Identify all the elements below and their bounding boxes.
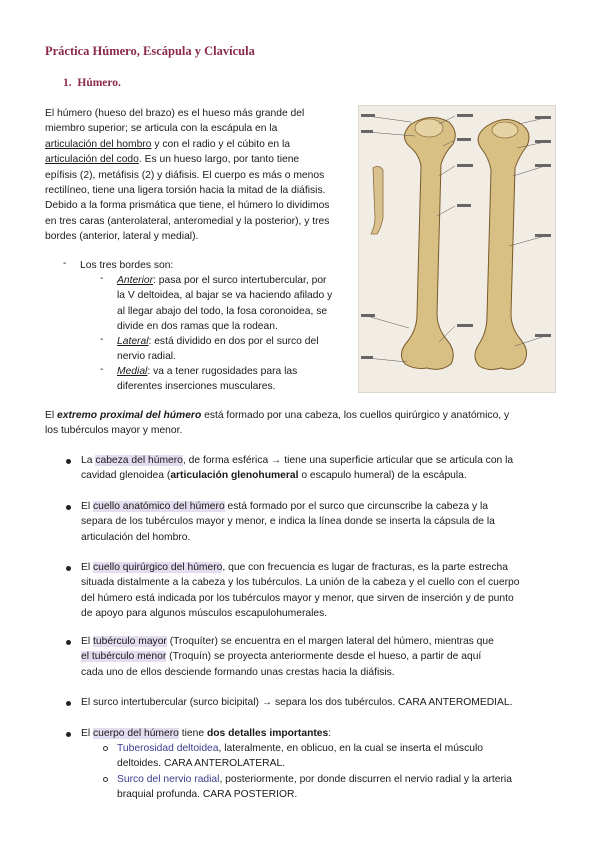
- intro-line: articulación del codo. Es un hueso largo, por tanto tiene: [45, 154, 300, 166]
- intro-line: rectilíneo, tiene una ligera torsión hacia la mitad de la diáfisis.: [45, 185, 326, 197]
- border-medial: Medial: va a tener rugosidades para las diferentes inserciones musculares.: [117, 366, 298, 393]
- highlight-cuello-quirurgico: cuello quirúrgico del húmero: [93, 562, 223, 573]
- bullet-cuello-anatomico: El cuello anatómico del húmero está formado por el surco que circunscribe la cabeza y la separa de los tubérculos mayor y menor, e indica la línea donde se inserta la cápsula de la articulación del hombro.: [81, 501, 495, 543]
- intro-line: bordes (anterior, lateral y medial).: [45, 231, 199, 243]
- highlight-tuberculo-mayor: tubérculo mayor: [93, 636, 167, 647]
- humerus-posterior: [475, 119, 529, 369]
- highlight-cuello-anatomico: cuello anatómico del húmero: [93, 501, 225, 512]
- bullet-surco: El surco intertubercular (surco bicipital) → separa los dos tubérculos. CARA ANTEROMEDIAL.: [81, 697, 513, 708]
- intro-line: miembro superior; se articula con la escápula en la: [45, 123, 278, 135]
- section-number: 1.: [63, 77, 72, 89]
- bullet-dot: [66, 459, 71, 464]
- bullet-cuerpo: El cuerpo del húmero tiene dos detalles importantes:: [81, 728, 332, 739]
- border-dash: -: [100, 334, 104, 345]
- intro-line: en tres caras (anterolateral, anteromedial y la posterior), y tres: [45, 215, 330, 227]
- term-dos-detalles: dos detalles importantes: [206, 728, 329, 739]
- border-anterior: Anterior: pasa por el surco intertubercular, por la V deltoidea, al bajar se va haciendo afilado y al llegar abajo del todo, la fosa coronoidea, se divide en dos ramas que la rodean.: [117, 275, 333, 333]
- bullet-cabeza: La cabeza del húmero, de forma esférica → tiene una superficie articular que se articula con la cavidad glenoidea (articulación glenohumeral o escapulo humeral) de la escápula.: [81, 455, 514, 482]
- humerus-anterior: [401, 117, 455, 369]
- sub-bullet-circle: [103, 746, 108, 751]
- section-title: Húmero.: [77, 77, 121, 89]
- highlight-cuerpo: cuerpo del húmero: [93, 728, 179, 739]
- sub-bullet-circle: [103, 777, 108, 782]
- term-glenohumeral: articulación glenohumeral: [170, 470, 299, 482]
- border-anterior-label: Anterior: [117, 275, 154, 286]
- proximal-paragraph: El extremo proximal del húmero está formado por una cabeza, los cuellos quirúrgico y anatómico, y los tubérculos mayor y menor.: [45, 410, 510, 437]
- bullet-tuberculos: El tubérculo mayor (Troquíter) se encuentra en el margen lateral del húmero, mientras que el tubérculo menor (Troquín) se proyecta anteriormente desde el hueso, a partir de aquí cada uno de ellos desciende formando unas crestas hacia la diáfisis.: [81, 636, 494, 678]
- humerus-illustration: [359, 106, 555, 392]
- intro-line: articulación del hombro y con el radio y el cúbito en la: [45, 138, 290, 150]
- bullet-dot: [66, 732, 71, 737]
- intro-line: Debido a la forma prismática que tiene, el húmero lo dividimos: [45, 200, 330, 212]
- border-dash: -: [100, 364, 104, 375]
- link-articulacion-codo: articulación del codo: [45, 154, 139, 166]
- sub-bullet-surco-radial: Surco del nervio radial, posteriormente, por donde discurren el nervio radial y la arteria braquial profunda. CARA POSTERIOR.: [117, 774, 512, 801]
- bullet-cuello-quirurgico: El cuello quirúrgico del húmero, que con frecuencia es lugar de fracturas, es la parte estrecha situada distalmente a la cabeza y los tubérculos. La unión de la cabeza y el cuello con el cuerpo del húmero está indicada por los tubérculos mayor y menor, que sirven de inserción y de punto de apoyo para algunos músculos escapulohumerales.: [81, 562, 520, 620]
- intro-line: El húmero (hueso del brazo) es el hueso más grande del: [45, 108, 305, 119]
- intro-line: epífisis (2), metáfisis (2) y diáfisis. El cuerpo es más o menos: [45, 169, 325, 181]
- term-tuberosidad-deltoidea: Tuberosidad deltoidea: [117, 743, 219, 754]
- bullet-dot: [66, 640, 71, 645]
- highlight-cabeza: cabeza del húmero: [95, 455, 183, 466]
- highlight-tuberculo-menor: el tubérculo menor: [81, 651, 167, 663]
- term-surco-nervio-radial: Surco del nervio radial: [117, 774, 220, 785]
- humerus-head: [415, 119, 443, 137]
- bullet-dot: [66, 505, 71, 510]
- border-lateral: Lateral: está dividido en dos por el surco del nervio radial.: [117, 336, 319, 363]
- section-heading: [63, 77, 121, 89]
- bullet-dot: [66, 701, 71, 706]
- arm-sketch: [371, 166, 383, 234]
- humerus-figure: [358, 105, 556, 393]
- sub-bullet-tuberosidad: Tuberosidad deltoidea, lateralmente, en oblicuo, en la cual se inserta el músculo deltoides. CARA ANTEROLATERAL.: [117, 743, 483, 770]
- border-dash: -: [100, 273, 104, 284]
- borders-dash: -: [63, 258, 67, 269]
- border-medial-label: Medial: [117, 366, 148, 377]
- bullet-dot: [66, 566, 71, 571]
- borders-lead: Los tres bordes son:: [80, 260, 174, 271]
- document-title: Práctica Húmero, Escápula y Clavícula: [45, 44, 255, 58]
- proximal-term: extremo proximal del húmero: [57, 410, 202, 421]
- border-lateral-label: Lateral: [117, 336, 149, 347]
- link-articulacion-hombro: articulación del hombro: [45, 138, 152, 150]
- intro-paragraph: [45, 106, 351, 245]
